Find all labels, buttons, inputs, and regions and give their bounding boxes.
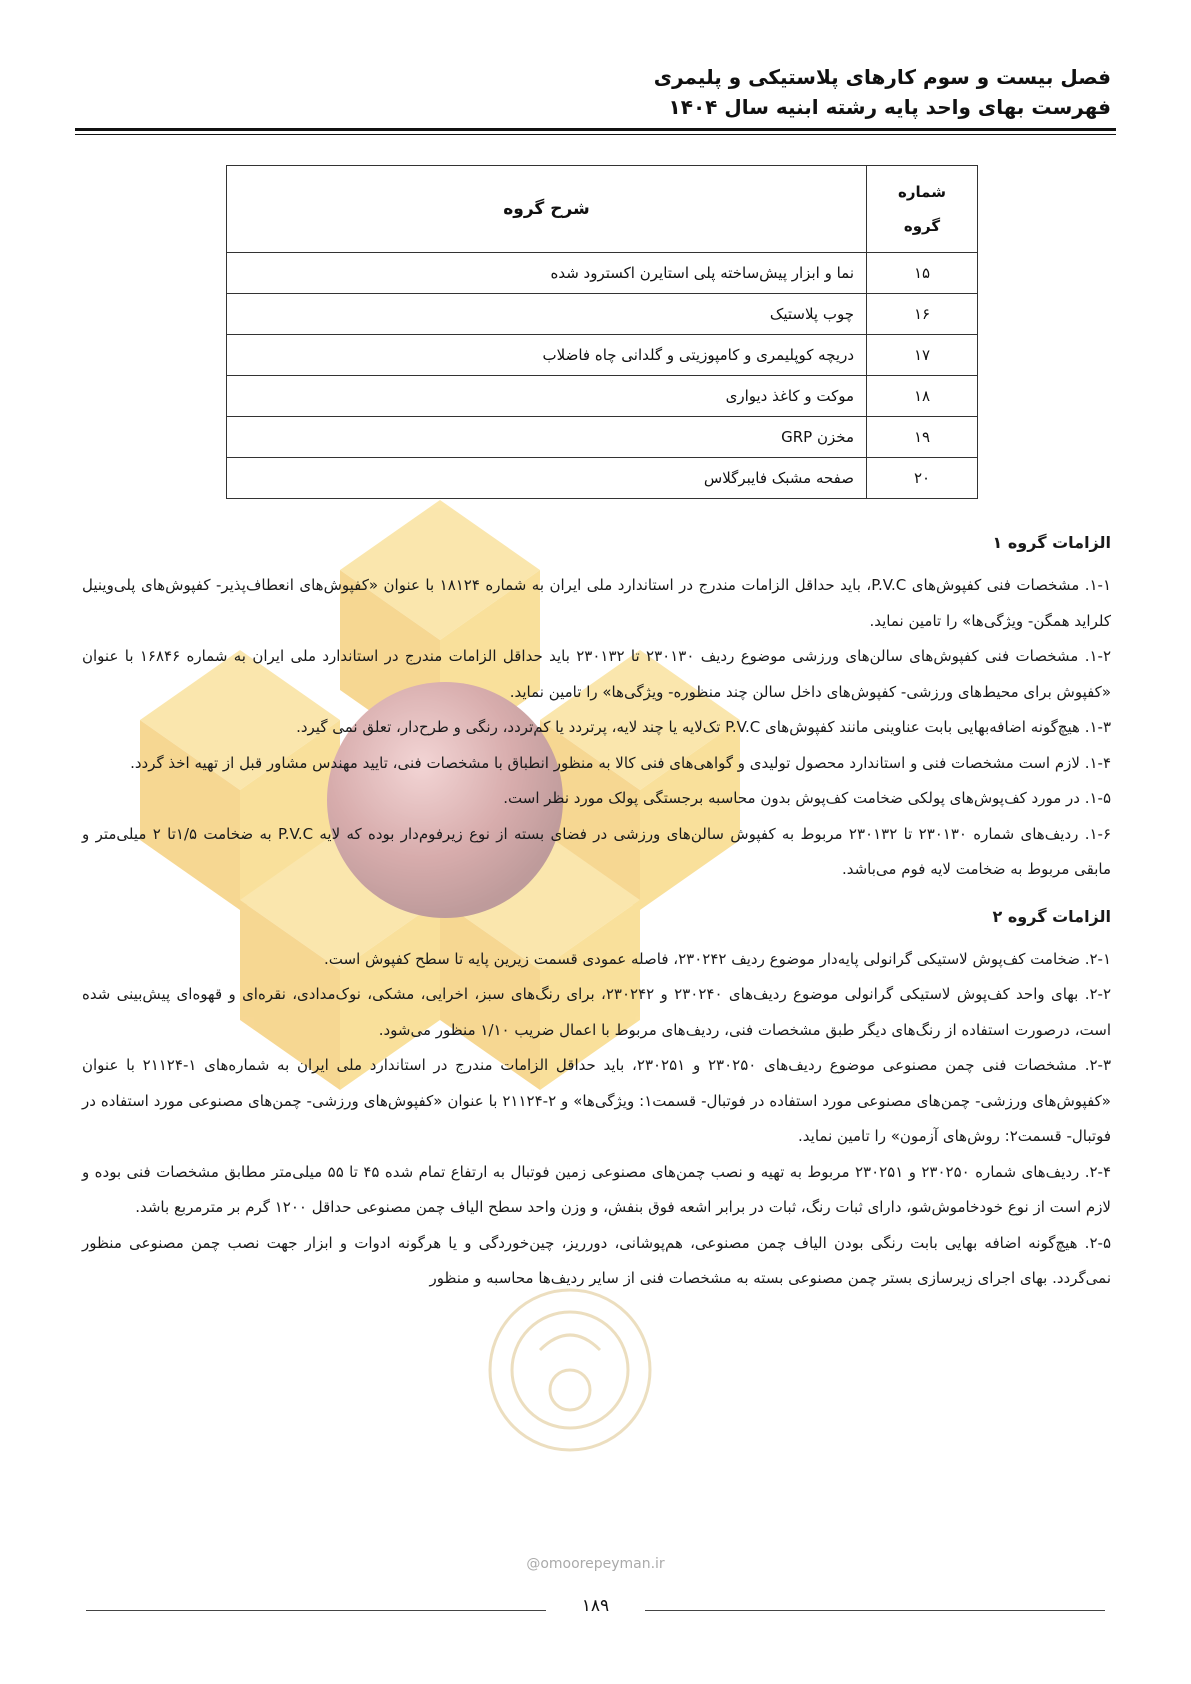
page-number: ۱۸۹ bbox=[581, 1596, 610, 1616]
section2-paragraph-1: ۲-۱. ضخامت کف‌پوش لاستیکی گرانولی پایه‌دار موضوع ردیف ۲۳۰۲۴۲، فاصله عمودی قسمت زیرین پایه تا سطح کفپوش است. bbox=[324, 949, 1111, 968]
list-title: فهرست بهای واحد پایه رشته ابنیه سال ۱۴۰۴ bbox=[668, 95, 1111, 119]
section1-paragraph-3: ۱-۳. هیچ‌گونه اضافه‌بهایی بابت عناوینی مانند کفپوش‌های P.V.C تک‌لایه یا چند لایه، پرتردد یا کم‌تردد، رنگی و طرح‌دار، تعلق نمی گیرد. bbox=[296, 718, 1111, 736]
requirements-body bbox=[82, 528, 1111, 1297]
table-header-row bbox=[227, 166, 978, 253]
header-rule-thick bbox=[75, 128, 1116, 131]
group-description: دریچه کوپلیمری و کامپوزیتی و گلدانی چاه فاضلاب bbox=[227, 335, 867, 376]
table-row bbox=[227, 458, 978, 499]
col-header-number-line2: گروه bbox=[903, 217, 941, 235]
group-description: چوب پلاستیک bbox=[227, 294, 867, 335]
stamp-seal bbox=[480, 1280, 660, 1460]
col-header-number-line1: شماره bbox=[898, 183, 946, 201]
header-rule-thin bbox=[75, 134, 1116, 135]
section1-paragraph-5: ۱-۵. در مورد کف‌پوش‌های پولکی ضخامت کف‌پوش بدون محاسبه برجستگی پولک مورد نظر است. bbox=[503, 789, 1111, 807]
section-spacer bbox=[82, 888, 1111, 902]
section2-paragraph-2: ۲-۲. بهای واحد کف‌پوش لاستیکی گرانولی موضوع ردیف‌های ۲۳۰۲۴۰ و ۲۳۰۲۴۲، برای رنگ‌های سبز، اخرایی، مشکی، نوک‌مدادی، نقره‌ای و قهوه‌ای پیش‌بینی شده است، درصورت استفاده از رنگ‌های دیگر طبق مشخصات فنی، ردیف‌های مربوط با اعمال ضریب ۱/۱۰ منظور می‌شود. bbox=[82, 985, 1111, 1039]
section1-paragraph-4: ۱-۴. لازم است مشخصات فنی و استاندارد محصول تولیدی و گواهی‌های فنی کالا به منظور انطباق با مشخصات فنی، تایید مهندس مشاور قبل از تهیه اخذ گردد. bbox=[130, 753, 1111, 772]
group-number: ۱۶ bbox=[867, 294, 978, 335]
chapter-title: فصل بیست و سوم کارهای پلاستیکی و پلیمری bbox=[653, 65, 1111, 89]
section2-title: الزامات گروه ۲ bbox=[992, 906, 1111, 926]
section2-paragraph-4: ۲-۴. ردیف‌های شماره ۲۳۰۲۵۰ و ۲۳۰۲۵۱ مربوط به تهیه و نصب چمن‌های مصنوعی زمین فوتبال به ارتفاع تمام شده ۴۵ تا ۵۵ میلی‌متر مطابق مشخصات فنی بوده و لازم است از نوع خودخاموش‌شو، دارای ثبات رنگ، ثبات در برابر اشعه فوق بنفش، و وزن واحد سطح الیاف چمن مصنوعی حداقل ۱۲۰۰ گرم بر مترمربع باشد. bbox=[82, 1162, 1112, 1216]
table-row bbox=[227, 294, 978, 335]
table-row bbox=[227, 376, 978, 417]
group-number: ۱۵ bbox=[867, 253, 978, 294]
section1-title: الزامات گروه ۱ bbox=[992, 533, 1111, 552]
website-watermark: @omoorepeyman.ir bbox=[526, 1556, 665, 1572]
section2-paragraph-5: ۲-۵. هیچ‌گونه اضافه بهایی بابت رنگی بودن الیاف چمن مصنوعی، هم‌پوشانی، دورریز، چین‌خوردگی و یا هرگونه ادوات و ابزار جهت نصب چمن مصنوعی منظور نمی‌گردد. بهای اجرای زیرسازی بستر چمن مصنوعی بسته به مشخصات فنی از سایر ردیف‌ها محاسبه و منظور bbox=[82, 1233, 1111, 1287]
group-number: ۱۹ bbox=[867, 417, 978, 458]
group-number: ۱۸ bbox=[867, 376, 978, 417]
table-row bbox=[227, 335, 978, 376]
table-row bbox=[227, 253, 978, 294]
col-header-group-number bbox=[867, 166, 978, 253]
group-description: صفحه مشبک فایبرگلاس bbox=[227, 458, 867, 499]
group-number: ۲۰ bbox=[867, 458, 978, 499]
group-description: موکت و کاغذ دیواری bbox=[227, 376, 867, 417]
section2-paragraph-3: ۲-۳. مشخصات فنی چمن مصنوعی موضوع ردیف‌های ۲۳۰۲۵۰ و ۲۳۰۲۵۱، باید حداقل الزامات مندرج در استاندارد ملی ایران به شماره‌های ۱-۲۱۱۲۴ با عنوان «کفپوش‌های ورزشی- چمن‌های مصنوعی مورد استفاده در فوتبال- قسمت۱: ویژگی‌ها» و ۲-۲۱۱۲۴ با عنوان «کفپوش‌های ورزشی- چمن‌های مصنوعی مورد استفاده در فوتبال- قسمت۲: روش‌های آزمون» را تامین نماید. bbox=[82, 1056, 1112, 1145]
group-description: نما و ابزار پیش‌ساخته پلی استایرن اکسترود شده bbox=[227, 253, 867, 294]
groups-table bbox=[226, 165, 978, 499]
section1-paragraph-6: ۱-۶. ردیف‌های شماره ۲۳۰۱۳۰ تا ۲۳۰۱۳۲ مربوط به کفپوش سالن‌های ورزشی در فضای بسته از نوع زیرفوم‌دار بوده که لایه P.V.C به ضخامت ۱/۵تا ۲ میلی‌متر و مابقی مربوط به ضخامت لایه فوم می‌باشد. bbox=[82, 824, 1112, 878]
section1-paragraph-1: ۱-۱. مشخصات فنی کفپوش‌های P.V.C، باید حداقل الزامات مندرج در استاندارد ملی ایران به شماره ۱۸۱۲۴ با عنوان «کفپوش‌های انعطاف‌پذیر- کفپوش‌های پلی‌وینیل کلراید همگن- ویژگی‌ها» را تامین نماید. bbox=[82, 576, 1112, 630]
page-header bbox=[654, 62, 1111, 122]
col-header-description: شرح گروه bbox=[227, 166, 867, 253]
table-row bbox=[227, 417, 978, 458]
group-description: مخزن GRP bbox=[227, 417, 867, 458]
section1-paragraph-2: ۱-۲. مشخصات فنی کفپوش‌های سالن‌های ورزشی موضوع ردیف ۲۳۰۱۳۰ تا ۲۳۰۱۳۲ باید حداقل الزامات مندرج در استاندارد ملی ایران به شماره ۱۶۸۴۶ با عنوان «کفپوش برای محیط‌های ورزشی- کفپوش‌های داخل سالن چند منظوره- ویژگی‌ها» را تامین نماید. bbox=[82, 647, 1111, 701]
group-number: ۱۷ bbox=[867, 335, 978, 376]
